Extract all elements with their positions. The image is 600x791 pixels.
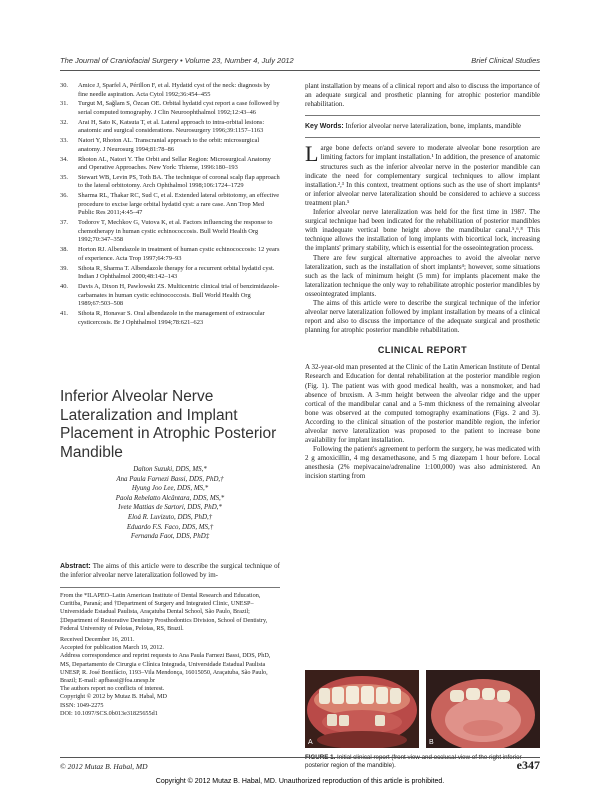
doi: DOI: 10.1097/SCS.0b013e31825655d1	[60, 709, 158, 717]
section-header: Brief Clinical Studies	[471, 56, 540, 65]
intro-paragraph-4: The aims of this article were to describe the surgical technique of the inferior alveolar nerve lateralization followed by implant installation by means of a clinical report and also to discuss the importance of the adequate surgical and prosthetic planning for atrophic posterior mandible rehabilitation.	[305, 298, 540, 335]
copyright-note: Copyright © 2012 by Mutaz B. Habal, MD	[60, 693, 167, 701]
references-list	[60, 82, 280, 328]
figure-panel-label-a: A	[308, 739, 313, 746]
footnotes	[60, 592, 280, 718]
intro-paragraph-1: Large bone defects or/and severe to moderate alveolar bone resorption are limiting factors for implant installation.¹ In addition, the presence of anatomic structures such as the inferior alveolar nerve in the posterior mandible can indicate the need for complementary surgical techniques to allow implant installation.²,³ In this context, treatment options such as the use of short implants⁴ or inferior alveolar nerve lateralization should be considered to achieve a success treatment plan.⁵	[305, 141, 540, 207]
accepted-date: Accepted for publication March 19, 2012.	[60, 644, 164, 652]
keywords-text: Inferior alveolar nerve lateralization, bone, implants, mandible	[345, 122, 522, 131]
clinical-photo-occlusal	[426, 670, 540, 748]
abstract-continued: plant installation by means of a clinical report and also to discuss the importance of an adequate surgical and prosthetic planning for atrophic posterior mandible rehabilitation.	[305, 82, 540, 109]
keywords-rule-bottom	[305, 137, 540, 138]
article-title: Inferior Alveolar Nerve Lateralization and Implant Placement in Atrophic Posterior Mandible	[60, 388, 277, 461]
section-heading: CLINICAL REPORT	[377, 345, 468, 356]
reference-item: 32. Arai H, Sato K, Katsuta T, et al. Lateral approach to intra-orbital lesions: anatomic and surgical considerations. Neurosurgery 1996;39:1157–1163	[60, 118, 265, 135]
intro-paragraph-2: Inferior alveolar nerve lateralization was held for the first time in 1987. The surgical technique had been indicated for the rehabilitation of posterior mandibles with inadequate vertical bone height above the mandibular canal.⁵,⁶,⁸ This technique allows the installation of long implants with bicortical lock, increasing the implants' primary stability, which is essential for the osseointegration process.	[305, 208, 540, 253]
author: Hyung Joo Lee, DDS, MS,*	[131, 485, 209, 493]
author: Ana Paula Farnezi Bassi, DDS, PhD,†	[116, 475, 224, 483]
reference-item: 39. Sihota R, Sharma T. Albendazole therapy for a recurrent orbital hydatid cyst. Indian J Ophthalmol 2000;48:142–143	[60, 264, 275, 281]
intro-paragraph-3: There are few surgical alternative approaches to avoid the alveolar nerve lateralization, such as the installation of short implants⁴; however, some situations such as the lack of minimum height (5 mm) for implants placement make the lateralization technique the only way to rehabilitate atrophic posterior mandibles by osseointegrated implants.	[305, 253, 540, 298]
reference-item: 34. Rhoton AL, Natori Y. The Orbit and Sellar Region: Microsurgical Anatomy and Operative Approaches. New York: Thieme, 1996:180–193	[60, 155, 271, 172]
keywords-rule-top	[305, 115, 540, 116]
reference-item: 36. Sharma RL, Thakar RC, Sud C, et al. Extended lateral orbitotomy, an effective procedure to excise large orbital hydatid cyst: a rare case. Ann Trop Med Public Res 2011;4:45–47	[60, 192, 280, 217]
footer-copyright: © 2012 Mutaz B. Habal, MD	[60, 762, 148, 771]
author: Ivete Mattias de Sartori, DDS, PhD,*	[118, 504, 222, 512]
figure-panel-label-b: B	[429, 739, 434, 746]
page-number: e347	[516, 758, 540, 772]
right-column	[305, 82, 540, 482]
author: Paola Rebelatto Alcântara, DDS, MS,*	[115, 494, 225, 502]
reference-item: 40. Davis A, Dixon H, Pawlowski ZS. Multicentric clinical trial of benzimidazole-carbamates in human cystic echinococcosis. Bull World Health Org 1989;67:503–508	[60, 282, 280, 308]
reference-item: 41. Sihota R, Honavar S. Oral albendazole in the management of extraocular cysticercosis. Br J Ophthalmol 1994;78:621–623	[60, 309, 265, 326]
drop-cap: L	[305, 141, 319, 167]
figure-label: FIGURE 1.	[305, 754, 336, 761]
received-date: Received December 16, 2011.	[60, 636, 135, 644]
figure-1	[305, 670, 540, 770]
header-rule	[60, 70, 540, 71]
keywords	[305, 122, 540, 131]
reference-item: 33. Natori Y, Rhoton AL. Transcranial approach to the orbit: microsurgical anatomy. J Neurosurg 1994;81:78–86	[60, 137, 260, 153]
reference-item: 35. Stewart WB, Levin PS, Toth BA. The technique of coronal scalp flap approach to the lateral orbitotomy. Arch Ophthalmol 1998;106:1724–1729	[60, 173, 280, 190]
abstract-text: The aims of this article were to describe the surgical technique of the inferior alveolar nerve lateralization followed by im-	[60, 562, 280, 580]
author: Fernanda Faot, DDS, PhD‡	[130, 533, 210, 541]
correspondence-address: Address correspondence and reprint requests to Ana Paula Farnezi Bassi, DDS, PhD, MS, Departamento de Cirurgia e Clínica Integrada, Universidade Estadual Paulista UNESP, R. José Bonifácio, 1193–Vila Mendonça, 16015050, Araçatuba, São Paulo, Brazil; E-mail: apfbassi@foa.unesp.br	[60, 652, 271, 685]
clinical-paragraph-2: Following the patient's agreement to perform the surgery, he was medicated with 2 g amoxicillin, 4 mg dexamethasone, and 5 mg diazepam 1 hour before. Local anesthesia (2% mepivacaine/adrenaline 1:100,000) was also administered. An incision starting from	[305, 445, 540, 481]
clinical-paragraph-1: A 32-year-old man presented at the Clinic of the Latin American Institute of Dental Research and Education for dental rehabilitation at the posterior mandible region (Fig. 1). The patient was with good medical health, was a nonsmoker, and had absence of bruxism. A 3-mm height between the alveolar ridge and the upper cortical of the mandibular canal and a 5-mm thickness of the remaining alveolar bone was observed at the computed tomography examinations (Figs. 2 and 3). According to the clinical situation of the posterior mandible region, the inferior alveolar nerve lateralization was proposed to the patient to increase bone availability for implant installation.	[305, 363, 540, 445]
abstract-label: Abstract:	[60, 563, 91, 570]
issn: ISSN: 1049-2275	[60, 701, 104, 709]
footer-rule	[60, 757, 540, 758]
clinical-photo-front	[305, 670, 419, 748]
footnote-rule	[60, 587, 280, 588]
reference-item: 31. Turgut M, Sağlam S, Özcan OE. Orbital hydatid cyst report a case followed by serial computed tomography. J Clin Neuroophthalmol 1992;12:43–46	[60, 100, 280, 116]
affiliation-note: From the *ILAPEO–Latin American Institute of Dental Research and Education, Curitiba, Paraná; and †Department of Surgery and Integrated Clinic, UNESP–Universidade Estadual Paulista, Araçatuba Dental School, São Paulo, Brazil; ‡Department of Restorative Dentistry Prosthodontics Division, School of Dentistry, Federal University of Pelotas, Pelotas, RS, Brazil.	[60, 592, 268, 632]
author: Eloá R. Luvizuto, DDS, PhD,†	[127, 513, 213, 521]
abstract-start	[60, 562, 280, 581]
author-list	[60, 465, 280, 542]
author: Dalton Suzuki, DDS, MS,*	[133, 466, 207, 473]
reproduction-notice: Copyright © 2012 Mutaz B. Habal, MD. Unauthorized reproduction of this article is prohibited.	[155, 778, 445, 785]
author: Eduardo F.S. Faco, DDS, MS,†	[126, 523, 214, 531]
keywords-label: Key Words:	[305, 123, 344, 131]
running-header	[60, 56, 540, 70]
conflict-statement: The authors report no conflicts of interest.	[60, 685, 165, 693]
reference-item: 30. Amice J, Sparfel A, Périllon F, et al. Hydatid cyst of the neck: diagnosis by fine needle aspiration. Acta Cytol 1992;36:454–455	[60, 82, 270, 98]
figure-caption-text: Initial clinical report (front view and occlusal view of the right inferior posterior region of the mandible).	[305, 754, 522, 769]
journal-header: The Journal of Craniofacial Surgery • Volume 23, Number 4, July 2012	[60, 56, 294, 65]
reference-item: 37. Todorov T, Mechkov G, Vutova K, et al. Factors influencing the response to chemotherapy in human cystic echinococcosis. Bull World Health Org 1992;70:347–358	[60, 219, 273, 244]
reference-item: 38. Horton RJ. Albendazole in treatment of human cystic echinococcosis: 12 years of experience. Acta Trop 1997;64:79–93	[60, 246, 280, 262]
